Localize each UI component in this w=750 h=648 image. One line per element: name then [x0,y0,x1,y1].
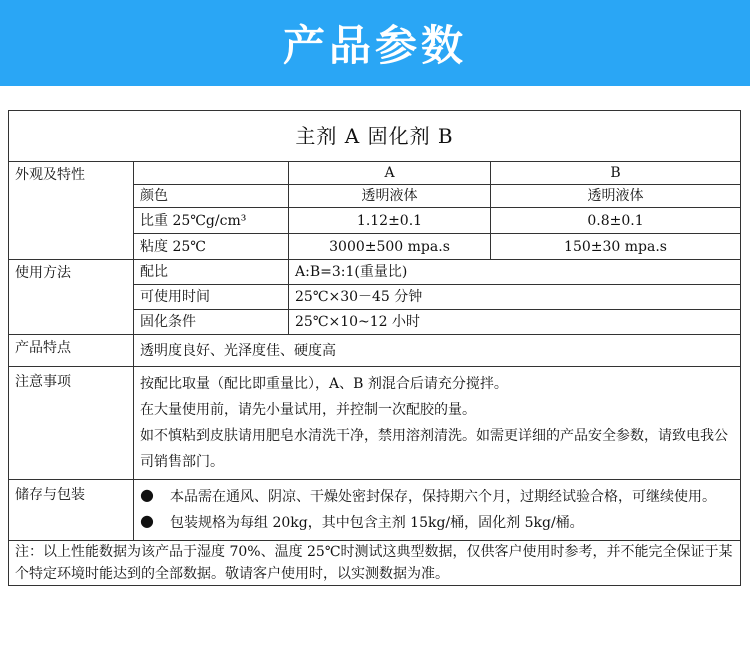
property-value-b: 透明液体 [491,185,741,208]
table-row [9,162,741,185]
section-label-properties: 外观及特性 [9,162,134,260]
property-name: 颜色 [134,185,289,208]
usage-name: 可使用时间 [134,285,289,310]
note-line: 按配比取量（配比即重量比），A、B 剂混合后请充分搅拌。 [140,376,508,392]
property-value-b: 0.8±0.1 [491,208,741,234]
table-cell [134,162,289,185]
storage-text: 包装规格为每组 20kg，其中包含主剂 15kg/桶，固化剂 5kg/桶。 [170,515,584,531]
section-label-notes: 注意事项 [9,367,134,480]
property-value-a: 1.12±0.1 [289,208,491,234]
table-row [9,541,741,586]
property-name: 粘度 25℃ [134,234,289,260]
table-title: 主剂 A 固化剂 B [9,111,741,162]
column-header-a: A [289,162,491,185]
page-title: 产品参数 [282,21,467,70]
property-name: 比重 25℃g/cm³ [134,208,289,234]
section-label-features: 产品特点 [9,335,134,367]
usage-name: 固化条件 [134,310,289,335]
notes-cell [134,367,741,480]
storage-cell [134,480,741,541]
section-label-storage: 储存与包装 [9,480,134,541]
property-value-b: 150±30 mpa.s [491,234,741,260]
bullet-icon: ● [140,511,154,530]
features-value: 透明度良好、光泽度佳、硬度高 [134,335,741,367]
table-row [9,367,741,480]
table-row [9,335,741,367]
list-item [140,510,734,536]
header-banner [0,0,750,86]
section-label-usage: 使用方法 [9,260,134,335]
property-value-a: 透明液体 [289,185,491,208]
storage-text: 本品需在通风、阴凉、干燥处密封保存，保持期六个月，过期经试验合格，可继续使用。 [170,489,716,505]
note-line: 在大量使用前，请先小量试用，并控制一次配胶的量。 [140,402,476,418]
table-row [9,260,741,285]
column-header-b: B [491,162,741,185]
usage-value: A:B=3:1(重量比) [289,260,741,285]
list-item [140,484,734,510]
spec-table [8,110,741,586]
usage-name: 配比 [134,260,289,285]
footnote: 注：以上性能数据为该产品于湿度 70%、温度 25℃时测试这典型数据，仅供客户使用时参考，并不能完全保证于某个特定环境时能达到的全部数据。敬请客户使用时，以实测数据为准。 [9,541,741,586]
usage-value: 25℃×10~12 小时 [289,310,741,335]
note-line: 如不慎粘到皮肤请用肥皂水清洗干净，禁用溶剂清洗。如需更详细的产品安全参数，请致电我公司销售部门。 [140,428,728,470]
table-row [9,480,741,541]
bullet-icon: ● [140,485,154,504]
table-title-row [9,111,741,162]
property-value-a: 3000±500 mpa.s [289,234,491,260]
usage-value: 25℃×30－45 分钟 [289,285,741,310]
